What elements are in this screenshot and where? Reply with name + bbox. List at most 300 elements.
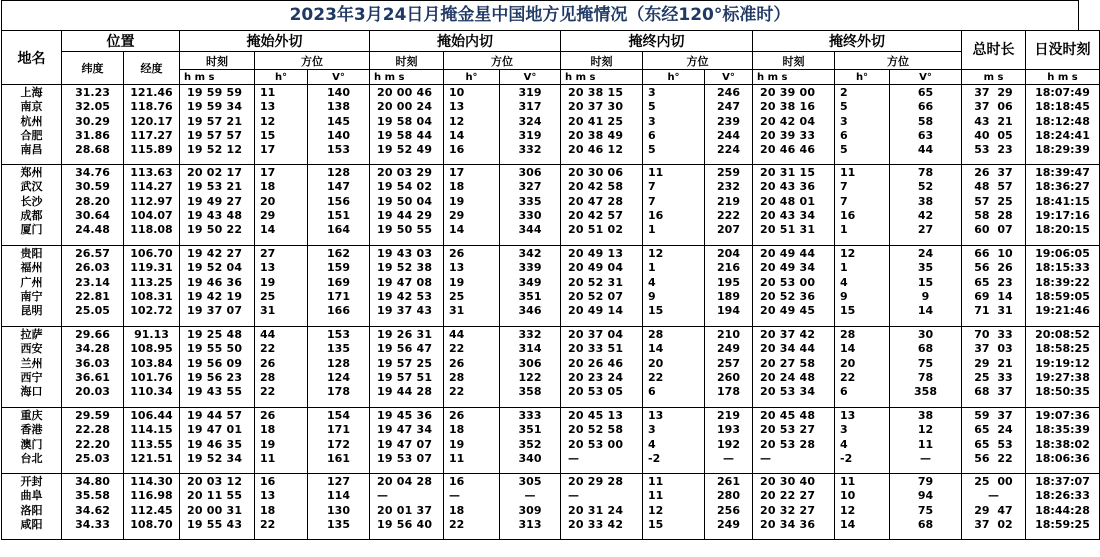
longitude: 117.27	[130, 128, 173, 142]
total-duration: —	[988, 489, 999, 503]
end-external-v: 75	[917, 503, 934, 517]
start-external-h: 14	[260, 223, 276, 237]
start-external-time: 20 02 17	[187, 166, 243, 179]
start-external-v: 140	[327, 128, 350, 142]
start-internal-v: 314	[518, 342, 542, 356]
start-internal-time: 19 56 40	[377, 517, 433, 531]
end-internal-v: 249	[717, 342, 740, 356]
end-internal-time: 20 30 06	[568, 166, 624, 179]
end-internal-time-cell	[561, 408, 643, 474]
end-external-time: 20 34 44	[760, 342, 816, 356]
end-internal-h: 12	[648, 503, 664, 517]
start-external-h: 12	[260, 114, 276, 128]
end-internal-v: 178	[717, 385, 740, 399]
end-external-time-cell	[753, 327, 835, 408]
city-name: 海口	[20, 385, 43, 399]
start-internal-v-cell	[500, 85, 561, 165]
end-external-h: 12	[840, 503, 856, 517]
city-name: 澳门	[20, 437, 43, 451]
city-name: 厦门	[20, 223, 43, 237]
start-external-time: 19 56 23	[187, 370, 243, 384]
end-internal-time: —	[568, 451, 580, 465]
header-start-internal: 掩始内切	[370, 31, 561, 52]
end-external-time: 20 32 27	[760, 503, 816, 517]
longitude: 121.46	[130, 86, 173, 99]
start-internal-v: 351	[518, 423, 542, 437]
end-internal-v: 257	[717, 356, 740, 370]
end-external-h: 1	[840, 223, 848, 237]
start-external-h: 11	[260, 86, 276, 99]
start-external-time-cell	[180, 165, 255, 246]
end-internal-h: 11	[648, 475, 664, 488]
start-internal-time: 19 44 29	[377, 208, 433, 222]
start-external-time: 19 43 55	[187, 385, 243, 399]
end-external-v-cell	[890, 327, 962, 408]
end-internal-v: 216	[717, 261, 740, 275]
sunset-time: 18:59:05	[1035, 289, 1090, 303]
end-internal-v: 239	[717, 114, 740, 128]
end-external-v: 11	[917, 437, 934, 451]
end-external-time: 20 31 15	[760, 166, 816, 179]
start-internal-h: 44	[449, 328, 465, 341]
start-external-v-cell	[308, 474, 370, 540]
sunset-time: 18:58:25	[1035, 342, 1090, 356]
longitude: 102.72	[130, 304, 173, 318]
end-external-h: 5	[840, 100, 848, 114]
start-external-h: 44	[260, 328, 276, 341]
start-internal-time: 20 01 37	[377, 503, 433, 517]
end-external-v: 63	[917, 128, 934, 142]
end-internal-v: 194	[717, 304, 740, 318]
end-internal-v-cell	[705, 408, 753, 474]
end-external-h: 7	[840, 180, 848, 194]
total-duration: 56 26	[974, 261, 1013, 275]
start-external-time: 19 50 22	[187, 223, 243, 237]
end-external-v: 9	[921, 289, 930, 303]
sunset-time-cell	[1026, 246, 1100, 327]
start-external-v: 135	[327, 342, 350, 356]
start-external-v-cell	[308, 246, 370, 327]
start-internal-h: 26	[449, 356, 465, 370]
start-internal-time-cell	[370, 408, 444, 474]
end-external-h: 3	[840, 423, 848, 437]
end-internal-h-cell	[643, 85, 705, 165]
start-internal-h: 13	[449, 261, 465, 275]
sunset-time: 19:27:38	[1035, 370, 1090, 384]
end-internal-v: 192	[717, 437, 740, 451]
start-external-v-cell	[308, 85, 370, 165]
city-name: 合肥	[20, 128, 43, 142]
table-row-group	[2, 165, 1100, 246]
longitude: 118.08	[130, 223, 173, 237]
start-external-v: 138	[327, 100, 350, 114]
end-internal-h: 3	[648, 423, 656, 437]
end-internal-h: 5	[648, 100, 656, 114]
end-external-v: 68	[917, 517, 934, 531]
sunset-time: 18:35:39	[1035, 423, 1090, 437]
end-internal-h: 4	[648, 437, 656, 451]
sunset-time: 19:19:12	[1035, 356, 1090, 370]
end-external-h: 14	[840, 517, 856, 531]
unit-v-3: V°	[705, 70, 753, 85]
total-duration: 37 02	[974, 517, 1013, 531]
start-internal-time: 19 57 25	[377, 356, 433, 370]
unit-v-1: V°	[308, 70, 370, 85]
longitude-cell	[124, 85, 180, 165]
start-external-v: 135	[327, 517, 350, 531]
start-internal-time: 20 04 28	[377, 475, 433, 488]
end-external-v: 44	[917, 143, 934, 157]
header-total: 总时长	[962, 31, 1026, 70]
end-external-v: 358	[914, 385, 937, 399]
end-external-h-cell	[835, 85, 890, 165]
start-internal-v: 335	[518, 194, 542, 208]
start-external-v-cell	[308, 327, 370, 408]
end-internal-time: 20 31 24	[568, 503, 624, 517]
end-external-time-cell	[753, 165, 835, 246]
end-internal-v-cell	[705, 85, 753, 165]
end-external-v-cell	[890, 474, 962, 540]
start-external-v-cell	[308, 408, 370, 474]
table-row-group	[2, 474, 1100, 540]
end-external-h: 11	[840, 166, 856, 179]
start-external-v: 172	[327, 437, 350, 451]
start-external-v: 145	[327, 114, 350, 128]
end-internal-h: 7	[648, 180, 656, 194]
city-name: 南昌	[20, 143, 43, 157]
latitude: 28.68	[75, 143, 110, 157]
end-external-v: —	[920, 451, 931, 465]
end-external-v: 38	[917, 409, 934, 422]
end-external-h: 2	[840, 86, 848, 99]
unit-v-2: V°	[500, 70, 561, 85]
end-internal-v: 224	[717, 143, 740, 157]
end-external-h-cell	[835, 165, 890, 246]
start-internal-v: 342	[518, 247, 542, 260]
start-internal-h: —	[449, 489, 460, 503]
table-row-group	[2, 246, 1100, 327]
header-azimuth-2: 方位	[444, 52, 561, 70]
header-time-4: 时刻	[753, 52, 835, 70]
end-internal-v: 219	[717, 194, 740, 208]
start-internal-time: 20 03 29	[377, 166, 433, 179]
header-time-3: 时刻	[561, 52, 643, 70]
end-external-time: 20 38 16	[760, 100, 816, 114]
end-external-time: 20 43 36	[760, 180, 816, 194]
total-duration: 65 53	[974, 437, 1013, 451]
start-internal-h: 19	[449, 437, 465, 451]
city-name: 贵阳	[20, 247, 43, 260]
header-azimuth-1: 方位	[255, 52, 370, 70]
end-internal-h: 13	[648, 409, 664, 422]
start-external-h: 27	[260, 247, 276, 260]
unit-h-3: h°	[643, 70, 705, 85]
longitude-cell	[124, 327, 180, 408]
longitude: 114.27	[130, 180, 173, 194]
total-duration: 26 37	[974, 166, 1013, 179]
end-external-h: 4	[840, 275, 848, 289]
end-external-time: 20 30 40	[760, 475, 816, 488]
end-external-time: 20 53 34	[760, 385, 816, 399]
end-internal-v-cell	[705, 246, 753, 327]
start-internal-v: 305	[518, 475, 542, 488]
unit-h-1: h°	[255, 70, 308, 85]
city-name: 上海	[20, 86, 43, 99]
end-external-time: 20 52 36	[760, 289, 816, 303]
total-duration: 48 57	[974, 180, 1013, 194]
end-external-v: 78	[917, 370, 934, 384]
occultation-table	[1, 30, 1100, 540]
start-external-time: 19 53 21	[187, 180, 243, 194]
start-internal-h: 26	[449, 247, 465, 260]
start-external-v: 166	[327, 304, 350, 318]
start-internal-v: 317	[518, 100, 542, 114]
end-internal-time: 20 49 14	[568, 304, 624, 318]
start-external-time-cell	[180, 327, 255, 408]
start-internal-h: 31	[449, 304, 465, 318]
longitude: 118.76	[130, 100, 173, 114]
header-end-external: 掩终外切	[753, 31, 962, 52]
start-external-v: 124	[327, 370, 350, 384]
start-internal-v: 340	[518, 451, 542, 465]
end-external-time: 20 27 58	[760, 356, 816, 370]
end-external-v: 66	[917, 100, 934, 114]
end-internal-time: 20 29 28	[568, 475, 624, 488]
start-internal-v: 327	[518, 180, 542, 194]
start-internal-h: 10	[449, 86, 465, 99]
start-external-time: 19 42 27	[187, 247, 243, 260]
start-external-v: 171	[327, 423, 350, 437]
unit-h-4: h°	[835, 70, 890, 85]
end-external-h: -2	[840, 451, 853, 465]
start-external-h: 18	[260, 503, 276, 517]
end-external-v: 42	[917, 208, 934, 222]
start-internal-time: 19 47 07	[377, 437, 433, 451]
end-internal-h: 11	[648, 166, 664, 179]
start-internal-v: 332	[518, 328, 542, 341]
start-internal-v: —	[524, 489, 536, 503]
total-duration: 57 25	[974, 194, 1013, 208]
latitude-cell	[62, 327, 124, 408]
total-duration: 25 33	[974, 370, 1013, 384]
start-internal-v: 306	[518, 166, 542, 179]
start-external-h: 22	[260, 517, 276, 531]
latitude: 36.03	[75, 356, 110, 370]
end-internal-h: 5	[648, 143, 656, 157]
page-title: 2023年3月24日月掩金星中国地方见掩情况（东经120°标准时）	[1, 0, 1079, 30]
end-internal-v: 249	[717, 517, 740, 531]
start-internal-v: 122	[518, 370, 542, 384]
start-external-v: 114	[327, 489, 350, 503]
sunset-time: 20:08:52	[1035, 328, 1090, 341]
start-internal-v: 346	[518, 304, 542, 318]
end-internal-time-cell	[561, 327, 643, 408]
longitude: 114.15	[130, 423, 173, 437]
start-internal-time: 20 00 46	[377, 86, 433, 99]
start-internal-h: 19	[449, 194, 465, 208]
end-internal-v: 219	[717, 409, 740, 422]
start-internal-h: 25	[449, 289, 465, 303]
start-internal-time: 20 00 24	[377, 100, 433, 114]
start-external-time: 19 52 04	[187, 261, 243, 275]
start-internal-v: 309	[518, 503, 542, 517]
end-internal-v: 246	[717, 86, 740, 99]
latitude: 30.29	[75, 114, 110, 128]
end-external-h: 1	[840, 261, 848, 275]
latitude: 26.03	[75, 261, 110, 275]
end-internal-h: 1	[648, 261, 656, 275]
start-external-h: 13	[260, 489, 276, 503]
end-internal-time: 20 23 24	[568, 370, 624, 384]
latitude: 30.59	[75, 180, 110, 194]
total-duration-cell	[962, 408, 1026, 474]
city-name: 西宁	[20, 370, 43, 384]
end-internal-h-cell	[643, 474, 705, 540]
longitude: 110.34	[130, 385, 173, 399]
end-external-v: 79	[917, 475, 934, 488]
end-external-time: —	[760, 451, 772, 465]
longitude: 91.13	[134, 328, 169, 341]
end-external-time-cell	[753, 85, 835, 165]
latitude-cell	[62, 246, 124, 327]
city-name-cell	[2, 246, 62, 327]
end-external-v: 27	[917, 223, 934, 237]
latitude: 22.28	[75, 423, 110, 437]
start-internal-v-cell	[500, 165, 561, 246]
start-external-time: 19 52 12	[187, 143, 243, 157]
sunset-time: 18:07:49	[1035, 86, 1090, 99]
unit-h-2: h°	[444, 70, 500, 85]
start-external-v: 164	[327, 223, 350, 237]
start-external-h: 19	[260, 275, 276, 289]
city-name: 长沙	[20, 194, 43, 208]
city-name-cell	[2, 85, 62, 165]
start-external-h: 22	[260, 342, 276, 356]
sunset-time-cell	[1026, 408, 1100, 474]
start-internal-time: 19 58 44	[377, 128, 433, 142]
start-external-h: 11	[260, 451, 276, 465]
end-external-time: 20 53 28	[760, 437, 816, 451]
longitude: 115.89	[130, 143, 173, 157]
end-external-time: 20 51 31	[760, 223, 816, 237]
start-external-time-cell	[180, 408, 255, 474]
latitude-cell	[62, 474, 124, 540]
city-name: 兰州	[20, 356, 43, 370]
start-external-time: 19 57 21	[187, 114, 243, 128]
start-external-h: 19	[260, 437, 276, 451]
start-external-h: 31	[260, 304, 276, 318]
end-internal-v: 189	[717, 289, 740, 303]
start-internal-h: 19	[449, 275, 465, 289]
start-external-v: 171	[327, 289, 350, 303]
end-external-time-cell	[753, 408, 835, 474]
sunset-time: 18:20:15	[1035, 223, 1090, 237]
start-external-time: 19 44 57	[187, 409, 243, 422]
end-external-h-cell	[835, 474, 890, 540]
start-external-time: 19 59 34	[187, 100, 243, 114]
latitude: 34.80	[75, 475, 110, 488]
end-external-h: 6	[840, 128, 848, 142]
end-external-h: 20	[840, 356, 856, 370]
start-internal-v: 349	[518, 275, 542, 289]
start-internal-v: 319	[518, 128, 542, 142]
start-internal-h: 18	[449, 423, 465, 437]
end-external-time: 20 22 27	[760, 489, 816, 503]
end-external-h: 6	[840, 385, 848, 399]
start-internal-h-cell	[444, 327, 500, 408]
latitude: 28.20	[75, 194, 110, 208]
end-external-time: 20 42 04	[760, 114, 816, 128]
end-internal-h: 3	[648, 114, 656, 128]
start-internal-v: 313	[518, 517, 542, 531]
total-duration: 40 05	[974, 128, 1013, 142]
end-internal-time-cell	[561, 85, 643, 165]
header-end-internal: 掩终内切	[561, 31, 753, 52]
longitude: 108.70	[130, 517, 173, 531]
end-external-v: 15	[917, 275, 934, 289]
total-duration: 43 21	[974, 114, 1013, 128]
sunset-time: 18:06:36	[1035, 451, 1090, 465]
unit-hms-2: h m s	[370, 70, 444, 85]
header-lon: 经度	[124, 52, 180, 85]
end-internal-v-cell	[705, 474, 753, 540]
total-duration: 70 33	[974, 328, 1013, 341]
city-name: 拉萨	[20, 328, 43, 341]
start-external-v: 153	[327, 143, 350, 157]
sunset-time: 18:36:27	[1035, 180, 1090, 194]
start-external-h: 26	[260, 356, 276, 370]
end-external-h: 14	[840, 342, 856, 356]
total-duration-cell	[962, 327, 1026, 408]
start-internal-time-cell	[370, 327, 444, 408]
start-external-h: 18	[260, 180, 276, 194]
start-external-time: 19 49 27	[187, 194, 243, 208]
end-external-time: 20 34 36	[760, 517, 816, 531]
end-external-v: 38	[917, 194, 934, 208]
sunset-time-cell	[1026, 165, 1100, 246]
end-internal-v: 222	[717, 208, 740, 222]
start-internal-h: 13	[449, 100, 465, 114]
end-internal-time: 20 45 13	[568, 409, 624, 422]
start-external-time: 19 59 59	[187, 86, 243, 99]
start-external-h-cell	[255, 85, 308, 165]
start-internal-time: —	[377, 489, 389, 503]
start-external-v: 130	[327, 503, 350, 517]
start-external-h: 13	[260, 100, 276, 114]
start-external-h: 29	[260, 208, 276, 222]
total-duration-cell	[962, 246, 1026, 327]
sunset-time: 19:06:05	[1035, 247, 1090, 260]
start-internal-time: 19 44 28	[377, 385, 433, 399]
end-internal-v: 280	[717, 489, 740, 503]
sunset-time-cell	[1026, 85, 1100, 165]
start-internal-v: 333	[518, 409, 542, 422]
start-external-h: 17	[260, 166, 276, 179]
header-azimuth-4: 方位	[835, 52, 962, 70]
end-external-time: 20 49 34	[760, 261, 816, 275]
end-internal-v: 207	[717, 223, 740, 237]
end-internal-h: 11	[648, 489, 664, 503]
sunset-time: 18:59:25	[1035, 517, 1090, 531]
end-internal-h: 9	[648, 289, 656, 303]
end-internal-time: 20 46 12	[568, 143, 624, 157]
end-internal-time: 20 51 02	[568, 223, 624, 237]
city-name: 重庆	[20, 409, 43, 422]
city-name: 开封	[20, 475, 43, 488]
header-time-1: 时刻	[180, 52, 255, 70]
longitude: 112.45	[130, 503, 173, 517]
latitude: 22.81	[75, 289, 110, 303]
